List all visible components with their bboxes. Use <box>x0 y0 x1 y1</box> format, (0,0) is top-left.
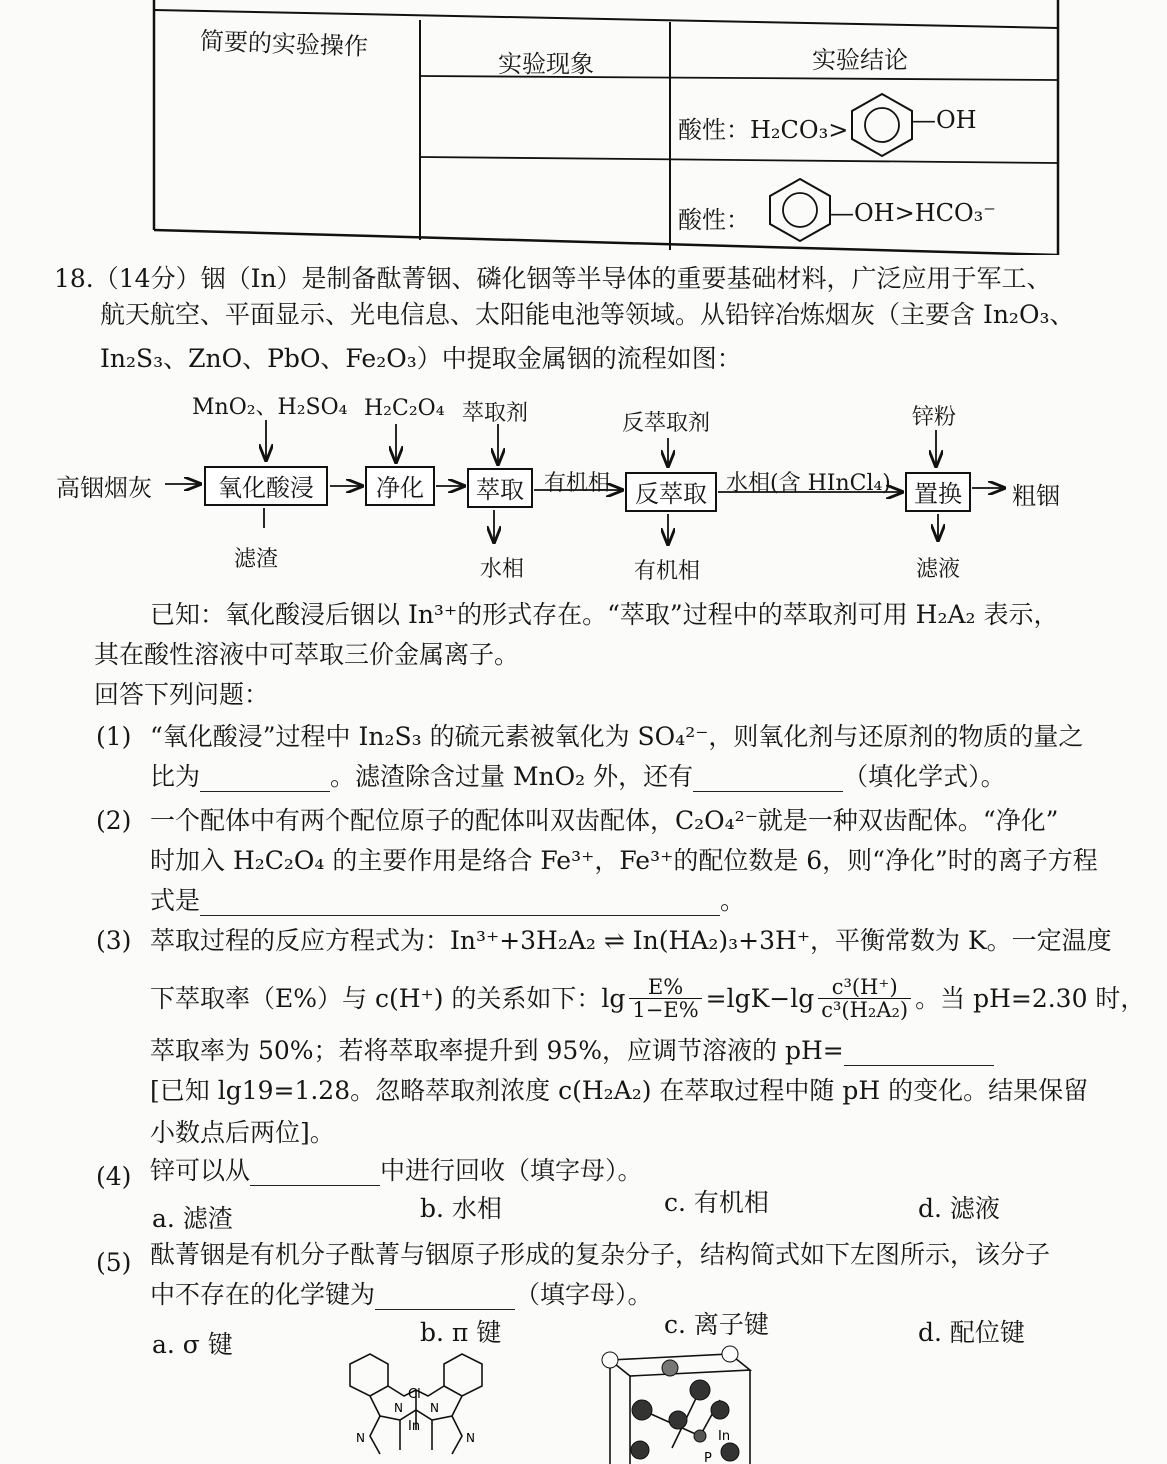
fraction-extraction <box>629 976 701 1021</box>
sub5-number: (5) <box>96 1248 132 1277</box>
molecule-atom-n2: N <box>430 1401 439 1415</box>
flow-product: 粗铟 <box>1012 482 1060 510</box>
sub3-line-4: [已知 lg19=1.28。忽略萃取剂浓度 c(H₂A₂) 在萃取过程中随 pH 的变化。结果保留 <box>150 1076 1089 1105</box>
byproduct-organic: 有机相 <box>634 559 701 584</box>
sub1-line-2 <box>150 762 1006 792</box>
reagent-zinc-powder: 锌粉 <box>912 405 957 430</box>
sub5-line-1: 酞菁铟是有机分子酞菁与铟原子形成的复杂分子，结构简式如下左图所示，该分子 <box>150 1240 1051 1269</box>
question-number <box>54 264 1052 294</box>
experiment-table <box>152 0 1060 255</box>
intro-line-3: In₂S₃、ZnO、PbO、Fe₂O₃）中提取金属铟的流程如图： <box>100 344 742 373</box>
molecule-atom-n4: N <box>466 1431 475 1445</box>
sub3-line-5: 小数点后两位]。 <box>150 1118 335 1147</box>
molecule-atom-n3: N <box>356 1431 365 1445</box>
sub5-option-c: c. 离子键 <box>664 1310 769 1339</box>
fraction-extraction-numerator: E% <box>647 975 684 999</box>
byproduct-residue: 滤渣 <box>234 547 279 572</box>
sub5-line-2 <box>150 1280 653 1310</box>
sub4-text-b: 中进行回收（填字母）。 <box>380 1156 643 1185</box>
conclusion-2-prefix: 酸性： <box>678 206 750 234</box>
sub5-option-a: a. σ 键 <box>152 1330 233 1359</box>
sub1-number: (1) <box>96 722 132 751</box>
question-score: （14分） <box>93 264 201 293</box>
sub4-option-d: d. 滤液 <box>918 1194 1000 1223</box>
benzene-ring-icon <box>842 88 922 160</box>
question-number-label: 18. <box>54 264 94 293</box>
stream-organic: 有机相 <box>544 471 611 496</box>
conclusion-1-suffix: —OH <box>912 106 977 134</box>
sub1-text-a: 比为 <box>150 762 201 791</box>
sub5-option-b: b. π 键 <box>420 1318 502 1347</box>
sub5-option-d: d. 配位键 <box>918 1318 1025 1347</box>
header-conclusion: 实验结论 <box>812 46 908 74</box>
reagent-mno2-h2so4: MnO₂、H₂SO₄ <box>192 395 348 420</box>
intro-line-1: 铟（In）是制备酞菁铟、磷化铟等半导体的重要基础材料，广泛应用于军工、 <box>200 264 1052 293</box>
sub4-line-1 <box>150 1156 643 1186</box>
molecule-atom-n1: N <box>394 1401 403 1415</box>
crystal-atom-in: In <box>718 1429 731 1444</box>
fraction-concentration <box>818 976 911 1021</box>
conclusion-2-suffix: —OH>HCO₃⁻ <box>830 199 996 227</box>
sub5-text-b: （填字母）。 <box>515 1280 653 1309</box>
known-line-1: 已知：氧化酸浸后铟以 In³⁺的形式存在。“萃取”过程中的萃取剂可用 H₂A₂ 表示， <box>150 600 1059 629</box>
conclusion-1-prefix: 酸性：H₂CO₃> <box>678 116 849 144</box>
sub3-text-line3: 萃取率为 50%；若将萃取率提升到 95%，应调节溶液的 pH= <box>150 1036 844 1065</box>
fraction-concentration-numerator: c³(H⁺) <box>831 975 898 999</box>
indium-phosphide-crystal-structure <box>580 1340 770 1464</box>
sub1-line-1: “氧化酸浸”过程中 In₂S₃ 的硫元素被氧化为 SO₄²⁻，则氧化剂与还原剂的物质的量之 <box>150 722 1084 751</box>
sub3-number: (3) <box>96 926 132 955</box>
answer-blank-ph[interactable] <box>844 1041 994 1066</box>
sub2-line-1: 一个配体中有两个配位原子的配体叫双齿配体，C₂O₄²⁻就是一种双齿配体。“净化” <box>150 806 1059 835</box>
answer-blank-zinc-source[interactable] <box>250 1161 380 1186</box>
sub3-text-a: 下萃取率（E%）与 c(H⁺) 的关系如下：lg <box>150 983 626 1013</box>
sub2-number: (2) <box>96 806 132 835</box>
sub3-line-3 <box>150 1036 994 1066</box>
sub3-line-1: 萃取过程的反应方程式为：In³⁺+3H₂A₂ ⇌ In(HA₂)₃+3H⁺，平衡常数为 K。一定温度 <box>150 926 1112 955</box>
step-extract: 萃取 <box>467 468 533 508</box>
reagent-back-extractant: 反萃取剂 <box>622 411 711 436</box>
process-flowchart <box>0 380 1167 590</box>
header-phenomenon: 实验现象 <box>498 50 594 78</box>
answer-blank-bond[interactable] <box>375 1285 515 1310</box>
sub5-text-a: 中不存在的化学键为 <box>150 1280 376 1309</box>
known-line-2: 其在酸性溶液中可萃取三价金属离子。 <box>94 640 520 669</box>
sub2-line-2: 时加入 H₂C₂O₄ 的主要作用是络合 Fe³⁺，Fe³⁺的配位数是 6，则“净化”时的离子方程 <box>150 846 1098 875</box>
stream-aqueous: 水相(含 HInCl₄) <box>726 471 891 496</box>
sub4-text-a: 锌可以从 <box>150 1156 251 1185</box>
step-replace: 置换 <box>905 472 971 512</box>
answer-blank-residue[interactable] <box>693 767 843 792</box>
reagent-extractant: 萃取剂 <box>462 401 529 426</box>
sub3-text-b: =lgK−lg <box>705 983 815 1013</box>
molecule-atom-in: In <box>408 1419 421 1434</box>
sub2-line-3 <box>150 886 745 916</box>
step-oxidative-leach: 氧化酸浸 <box>204 466 328 506</box>
answer-blank-ratio[interactable] <box>200 767 330 792</box>
step-purify: 净化 <box>365 466 435 506</box>
fraction-concentration-denominator: c³(H₂A₂) <box>818 998 911 1021</box>
header-operation: 简要的实验操作 <box>199 27 369 61</box>
answer-blank-ion-equation[interactable] <box>200 891 720 916</box>
sub2-text-b: 。 <box>720 886 746 915</box>
fraction-extraction-denominator: 1−E% <box>629 998 701 1021</box>
reagent-h2c2o4: H₂C₂O₄ <box>364 396 445 421</box>
byproduct-aqueous: 水相 <box>480 557 525 582</box>
sub1-text-b: 。滤渣除含过量 MnO₂ 外，还有 <box>330 762 694 791</box>
sub3-text-c: 。当 pH=2.30 时， <box>915 983 1146 1013</box>
sub2-text-a: 式是 <box>150 886 201 915</box>
sub4-option-a: a. 滤渣 <box>152 1204 233 1233</box>
flow-start: 高铟烟灰 <box>56 474 152 502</box>
step-back-extract: 反萃取 <box>625 472 717 512</box>
benzene-ring-icon <box>760 173 840 245</box>
indium-phthalocyanine-structure <box>320 1350 510 1464</box>
sub1-text-c: （填化学式）。 <box>843 762 1006 791</box>
sub4-option-c: c. 有机相 <box>664 1188 769 1217</box>
intro-line-2: 航天航空、平面显示、光电信息、太阳能电池等领域。从铅锌冶炼烟灰（主要含 In₂O₃、 <box>100 300 1075 329</box>
sub3-line-2 <box>150 976 1145 1021</box>
sub4-number: (4) <box>96 1162 132 1191</box>
answer-prompt: 回答下列问题： <box>94 680 270 709</box>
byproduct-filtrate: 滤液 <box>916 557 961 582</box>
crystal-atom-p: P <box>704 1451 712 1464</box>
sub4-option-b: b. 水相 <box>420 1194 502 1223</box>
molecule-atom-cl: Cl <box>408 1387 421 1402</box>
